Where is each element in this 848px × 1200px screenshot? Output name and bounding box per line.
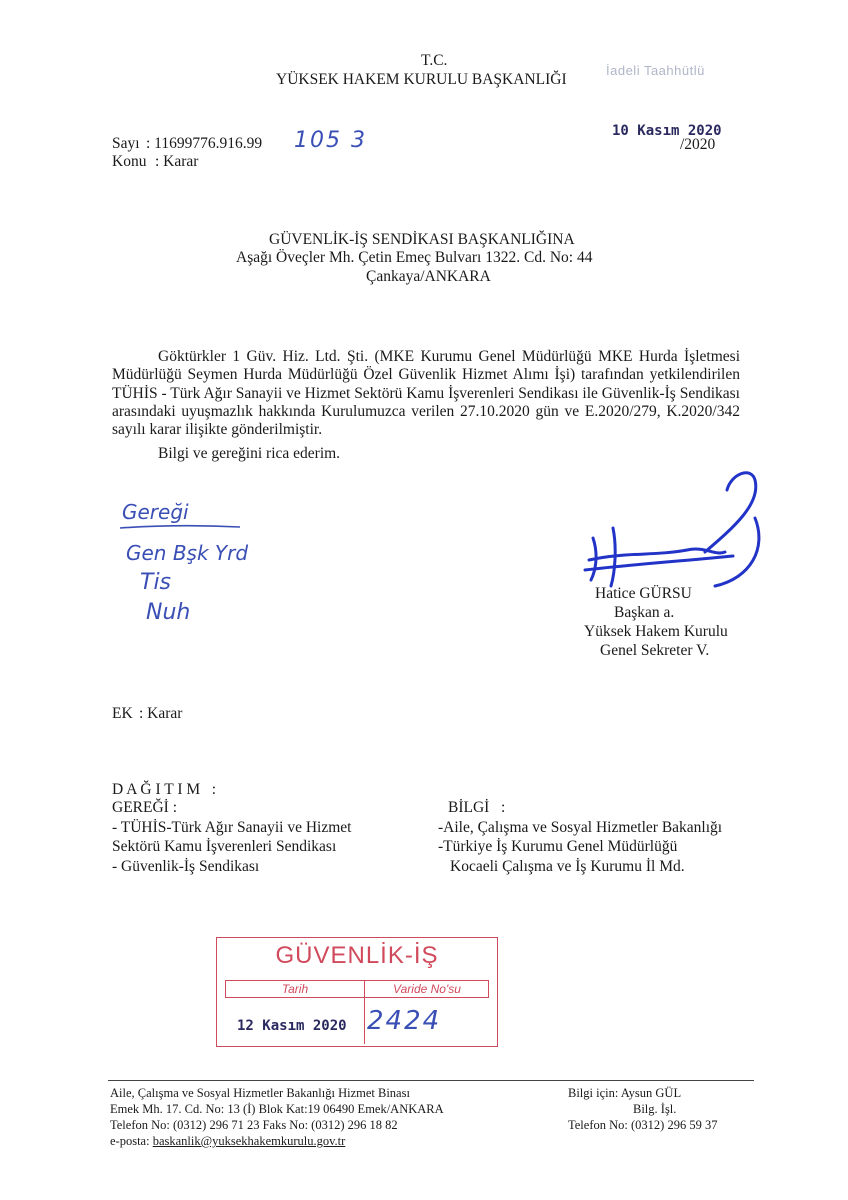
geregi-item-2: Sektörü Kamu İşverenleri Sendikası xyxy=(112,838,337,855)
geregi-item-3: - Güvenlik-İş Sendikası xyxy=(112,858,260,875)
signatory-name: Hatice GÜRSU xyxy=(595,585,692,602)
konu-label: Konu xyxy=(112,153,147,170)
recipient-line1: GÜVENLİK-İŞ SENDİKASI BAŞKANLIĞINA xyxy=(269,231,575,248)
geregi-label: GEREĞİ : xyxy=(112,799,178,816)
footer-email-link[interactable]: baskanlik@yuksekhakemkurulu.gov.tr xyxy=(152,1134,346,1148)
handwritten-note-geregi: Gereği xyxy=(122,500,189,524)
attachment-label: EK xyxy=(112,705,133,722)
receipt-stamp-number: 2424 xyxy=(367,1006,442,1036)
date-suffix: /2020 xyxy=(680,136,716,153)
footer-address-line1: Aile, Çalışma ve Sosyal Hizmetler Bakanlığı Hizmet Binası xyxy=(110,1086,410,1100)
receipt-stamp-header-row xyxy=(225,980,489,998)
body-paragraph: Göktürkler 1 Güv. Hiz. Ltd. Şti. (MKE Kurumu Genel Müdürlüğü MKE Hurda İşletmesi Müdürlüğü Seymen Hurda Müdürlüğü Özel Güvenlik Hizmet Alımı İşi) tarafından yetkilendirilen TÜHİS - Türk Ağır Sanayii ve Hizmet Sektörü Kamu İşverenleri Sendikası ile Güvenlik-İş Sendikası arasındaki uyuşmazlık hakkında Kurulumuzca verilen 27.10.2020 gün ve E.2020/279, K.2020/342 sayılı karar ilişikte gönderilmiştir. xyxy=(112,348,740,439)
bilgi-item-1: -Aile, Çalışma ve Sosyal Hizmetler Bakanlığı xyxy=(438,819,723,836)
header-tc: T.C. xyxy=(421,52,448,69)
body-closing: Bilgi ve gereğini rica ederim. xyxy=(158,445,341,462)
footer-contact-person: Bilgi için: Aysun GÜL xyxy=(568,1086,682,1100)
attachment-value: : Karar xyxy=(139,705,183,722)
receipt-stamp xyxy=(216,937,498,1047)
registered-mail-stamp: İadeli Taahhütlü xyxy=(606,63,705,78)
handwritten-note-gen-bsk-yrd: Gen Bşk Yrd xyxy=(126,541,249,565)
geregi-item-1: - TÜHİS-Türk Ağır Sanayii ve Hizmet xyxy=(112,819,352,836)
institution-title: YÜKSEK HAKEM KURULU BAŞKANLIĞI xyxy=(276,71,567,88)
receipt-stamp-title: GÜVENLİK-İŞ xyxy=(275,942,439,969)
footer-address-line2: Emek Mh. 17. Cd. No: 13 (İ) Blok Kat:19 06490 Emek/ANKARA xyxy=(110,1102,444,1116)
receipt-stamp-col-number: Varide No'su xyxy=(393,982,461,996)
signature-scribble xyxy=(555,468,775,598)
footer-email-label: e-posta: xyxy=(110,1134,153,1148)
footer-email-row xyxy=(110,1133,345,1149)
sayi-value: : 11699776.916.99 xyxy=(146,135,263,152)
bilgi-item-3: Kocaeli Çalışma ve İş Kurumu İl Md. xyxy=(450,858,685,875)
recipient-line3: Çankaya/ANKARA xyxy=(366,268,491,285)
handwritten-note-nuh: Nuh xyxy=(146,600,191,625)
handwritten-note-tis: Tis xyxy=(140,570,172,595)
recipient-line2: Aşağı Öveçler Mh. Çetin Emeç Bulvarı 1322. Cd. No: 44 xyxy=(236,249,593,266)
date-stamp: 10 Kasım 2020 xyxy=(612,123,722,139)
signatory-title2: Yüksek Hakem Kurulu xyxy=(584,623,728,640)
receipt-stamp-col-date: Tarih xyxy=(226,981,365,997)
sayi-handwritten-number: 105 3 xyxy=(294,128,367,153)
signatory-title1: Başkan a. xyxy=(614,604,675,621)
bilgi-item-2: -Türkiye İş Kurumu Genel Müdürlüğü xyxy=(438,838,678,855)
receipt-stamp-date: 12 Kasım 2020 xyxy=(237,1018,347,1034)
distribution-heading: D A Ğ I T I M : xyxy=(112,781,217,798)
receipt-stamp-divider xyxy=(364,998,365,1044)
sayi-label: Sayı xyxy=(112,135,140,152)
footer-contact-role: Bilg. İşl. xyxy=(633,1102,677,1116)
signatory-title3: Genel Sekreter V. xyxy=(600,642,710,659)
bilgi-label: BİLGİ : xyxy=(448,799,506,816)
handwritten-underline xyxy=(118,522,243,532)
konu-value: : Karar xyxy=(155,153,199,170)
footer-contact-phone: Telefon No: (0312) 296 59 37 xyxy=(568,1118,718,1132)
footer-phone: Telefon No: (0312) 296 71 23 Faks No: (0312) 296 18 82 xyxy=(110,1118,398,1132)
footer-divider xyxy=(108,1080,754,1081)
